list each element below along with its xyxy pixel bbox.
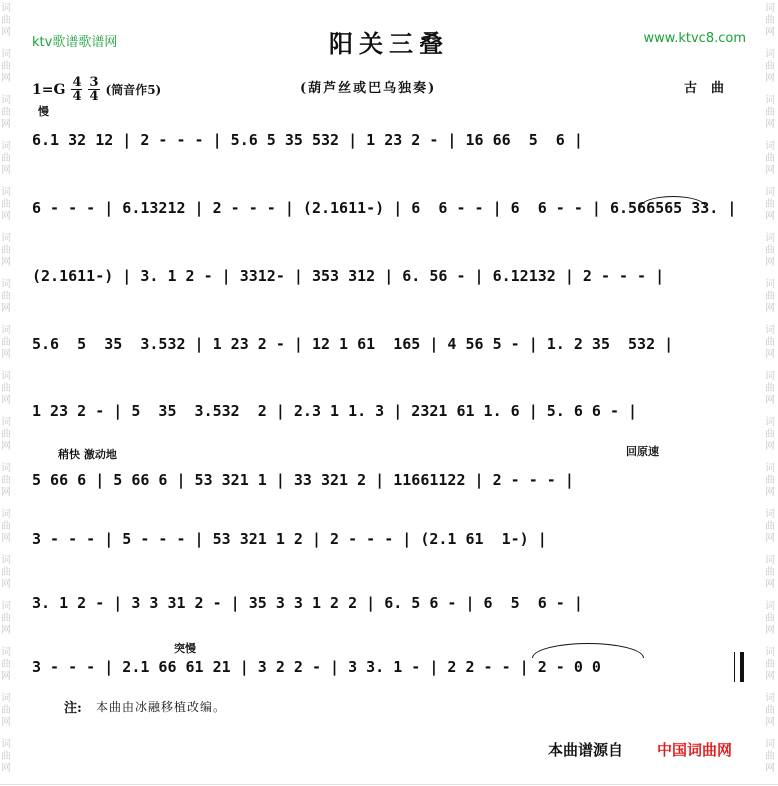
watermark-char: 网 <box>765 395 775 406</box>
watermark-char: 曲 <box>1 245 11 256</box>
watermark-char: 曲 <box>765 245 775 256</box>
score-row: 6 - - - | 6.13212 | 2 - - - | (2.1611-) | 6 6 - - | 6 6 - - | 6.566565 33. | <box>32 199 737 217</box>
score-row: (2.1611-) | 3. 1 2 - | 3312- | 353 312 | 6. 56 - | 6.12132 | 2 - - - | <box>32 267 665 285</box>
watermark-char: 曲 <box>1 15 11 26</box>
watermark-char: 曲 <box>1 751 11 762</box>
footnote-label: 注: <box>64 701 82 716</box>
watermark-char: 词 <box>765 49 775 60</box>
watermark-char: 网 <box>1 27 11 38</box>
score-row: 3 - - - | 5 - - - | 53 321 1 2 | 2 - - - | (2.1 61 1-) | <box>32 530 547 548</box>
watermark-char: 曲 <box>1 613 11 624</box>
watermark-char: 网 <box>765 165 775 176</box>
watermark-char: 网 <box>1 763 11 774</box>
subtitle: (葫芦丝或巴乌独奏) <box>300 81 437 96</box>
tempo-restore: 回原速 <box>626 445 659 458</box>
watermark-char: 词 <box>1 187 11 198</box>
watermark-char: 词 <box>765 693 775 704</box>
watermark-char: 网 <box>765 763 775 774</box>
watermark-char: 词 <box>765 95 775 106</box>
watermark-char: 词 <box>765 463 775 474</box>
footnote-text: 本曲由冰融移植改编。 <box>96 700 227 714</box>
watermark-char: 曲 <box>765 107 775 118</box>
watermark-char: 词 <box>765 141 775 152</box>
watermark-char: 网 <box>1 671 11 682</box>
watermark-char: 词 <box>1 371 11 382</box>
watermark-char: 网 <box>1 487 11 498</box>
key-signature <box>32 76 161 103</box>
watermark-column-left <box>0 0 14 786</box>
watermark-char: 网 <box>765 303 775 314</box>
watermark-char: 词 <box>765 509 775 520</box>
score-row: 1 23 2 - | 5 35 3.532 2 | 2.3 1 1. 3 | 2321 61 1. 6 | 5. 6 6 - | <box>32 402 638 420</box>
footer-source-site[interactable]: 中国词曲网 <box>657 741 733 759</box>
watermark-char: 网 <box>765 625 775 636</box>
watermark-char: 曲 <box>765 199 775 210</box>
watermark-char: 词 <box>1 647 11 658</box>
watermark-char: 词 <box>765 555 775 566</box>
watermark-char: 曲 <box>765 383 775 394</box>
watermark-char: 网 <box>765 27 775 38</box>
time-signature-1 <box>71 76 82 103</box>
watermark-char: 网 <box>765 119 775 130</box>
slur-tie <box>532 643 644 658</box>
watermark-char: 曲 <box>765 521 775 532</box>
watermark-char: 曲 <box>1 199 11 210</box>
watermark-char: 词 <box>1 233 11 244</box>
watermark-char: 词 <box>1 417 11 428</box>
watermark-char: 网 <box>765 671 775 682</box>
watermark-char: 词 <box>1 279 11 290</box>
watermark-char: 网 <box>1 441 11 452</box>
score-row: 6.1 32 12 | 2 - - - | 5.6 5 35 532 | 1 23 2 - | 16 66 5 6 | <box>32 131 583 149</box>
watermark-char: 词 <box>1 509 11 520</box>
time-signature-2 <box>88 76 99 103</box>
watermark-char: 曲 <box>1 521 11 532</box>
watermark-char: 曲 <box>765 475 775 486</box>
tempo-slow: 慢 <box>38 105 49 118</box>
watermark-char: 曲 <box>1 107 11 118</box>
key-note: (筒音作5) <box>105 83 162 97</box>
watermark-char: 曲 <box>1 475 11 486</box>
watermark-char: 网 <box>1 395 11 406</box>
watermark-char: 词 <box>765 601 775 612</box>
watermark-char: 曲 <box>1 337 11 348</box>
watermark-char: 网 <box>765 211 775 222</box>
watermark-char: 词 <box>765 233 775 244</box>
watermark-char: 网 <box>1 303 11 314</box>
watermark-char: 网 <box>765 487 775 498</box>
watermark-char: 词 <box>1 3 11 14</box>
watermark-char: 曲 <box>765 705 775 716</box>
watermark-char: 网 <box>1 349 11 360</box>
watermark-char: 网 <box>765 717 775 728</box>
watermark-char: 词 <box>765 371 775 382</box>
watermark-char: 曲 <box>765 337 775 348</box>
final-barline-thin <box>734 652 735 682</box>
score-row: 3. 1 2 - | 3 3 31 2 - | 35 3 3 1 2 2 | 6. 5 6 - | 6 5 6 - | <box>32 594 583 612</box>
watermark-char: 词 <box>1 463 11 474</box>
watermark-char: 网 <box>1 165 11 176</box>
watermark-char: 词 <box>765 647 775 658</box>
watermark-char: 网 <box>1 533 11 544</box>
score-row: 3 - - - | 2.1 66 61 21 | 3 2 2 - | 3 3. 1 - | 2 2 - - | 2 - 0 0 <box>32 658 601 676</box>
watermark-char: 曲 <box>765 659 775 670</box>
watermark-column-right <box>764 0 778 786</box>
watermark-char: 曲 <box>765 153 775 164</box>
watermark-char: 曲 <box>765 61 775 72</box>
watermark-char: 网 <box>1 73 11 84</box>
watermark-char: 网 <box>765 73 775 84</box>
watermark-char: 曲 <box>765 751 775 762</box>
watermark-char: 网 <box>765 579 775 590</box>
tempo-faster: 稍快 激动地 <box>58 448 117 461</box>
origin-label: 古曲 <box>683 81 738 96</box>
site-logo-left[interactable]: ktv歌谱歌谱网 <box>32 35 118 50</box>
final-barline <box>740 652 744 682</box>
watermark-char: 词 <box>1 739 11 750</box>
time-sig-1-num: 4 <box>72 75 82 90</box>
watermark-char: 网 <box>765 349 775 360</box>
watermark-char: 词 <box>1 49 11 60</box>
watermark-char: 网 <box>765 441 775 452</box>
watermark-char: 网 <box>1 257 11 268</box>
song-title: 阳关三叠 <box>329 29 449 58</box>
watermark-char: 词 <box>1 601 11 612</box>
tempo-sudden-slow: 突慢 <box>174 642 196 655</box>
site-url-right[interactable]: www.ktvc8.com <box>643 31 746 46</box>
watermark-char: 曲 <box>765 613 775 624</box>
watermark-char: 网 <box>1 579 11 590</box>
watermark-char: 词 <box>1 555 11 566</box>
watermark-char: 词 <box>1 325 11 336</box>
time-sig-2-num: 3 <box>89 75 99 90</box>
watermark-char: 词 <box>1 95 11 106</box>
watermark-char: 曲 <box>765 15 775 26</box>
bottom-divider <box>0 784 778 785</box>
watermark-char: 词 <box>765 187 775 198</box>
watermark-char: 网 <box>1 119 11 130</box>
watermark-char: 词 <box>765 417 775 428</box>
score-row: 5.6 5 35 3.532 | 1 23 2 - | 12 1 61 165 | 4 56 5 - | 1. 2 35 532 | <box>32 335 674 353</box>
watermark-char: 词 <box>765 739 775 750</box>
watermark-char: 曲 <box>765 429 775 440</box>
time-sig-1-den: 4 <box>72 89 82 104</box>
watermark-char: 网 <box>765 257 775 268</box>
watermark-char: 网 <box>765 533 775 544</box>
watermark-char: 词 <box>765 279 775 290</box>
watermark-char: 曲 <box>1 291 11 302</box>
watermark-char: 网 <box>1 211 11 222</box>
watermark-char: 曲 <box>1 659 11 670</box>
watermark-char: 曲 <box>1 705 11 716</box>
watermark-char: 曲 <box>765 567 775 578</box>
watermark-char: 曲 <box>1 567 11 578</box>
watermark-char: 曲 <box>1 383 11 394</box>
score-row: 5 66 6 | 5 66 6 | 53 321 1 | 33 321 2 | 11661122 | 2 - - - | <box>32 471 574 489</box>
watermark-char: 词 <box>1 693 11 704</box>
watermark-char: 曲 <box>1 153 11 164</box>
watermark-char: 词 <box>765 3 775 14</box>
watermark-char: 网 <box>1 625 11 636</box>
time-sig-2-den: 4 <box>89 89 99 104</box>
key-text: 1=G <box>32 81 66 98</box>
watermark-char: 曲 <box>1 429 11 440</box>
watermark-char: 网 <box>1 717 11 728</box>
footer-source-label: 本曲谱源自 <box>548 741 624 759</box>
watermark-char: 曲 <box>765 291 775 302</box>
watermark-char: 词 <box>765 325 775 336</box>
watermark-char: 词 <box>1 141 11 152</box>
watermark-char: 曲 <box>1 61 11 72</box>
